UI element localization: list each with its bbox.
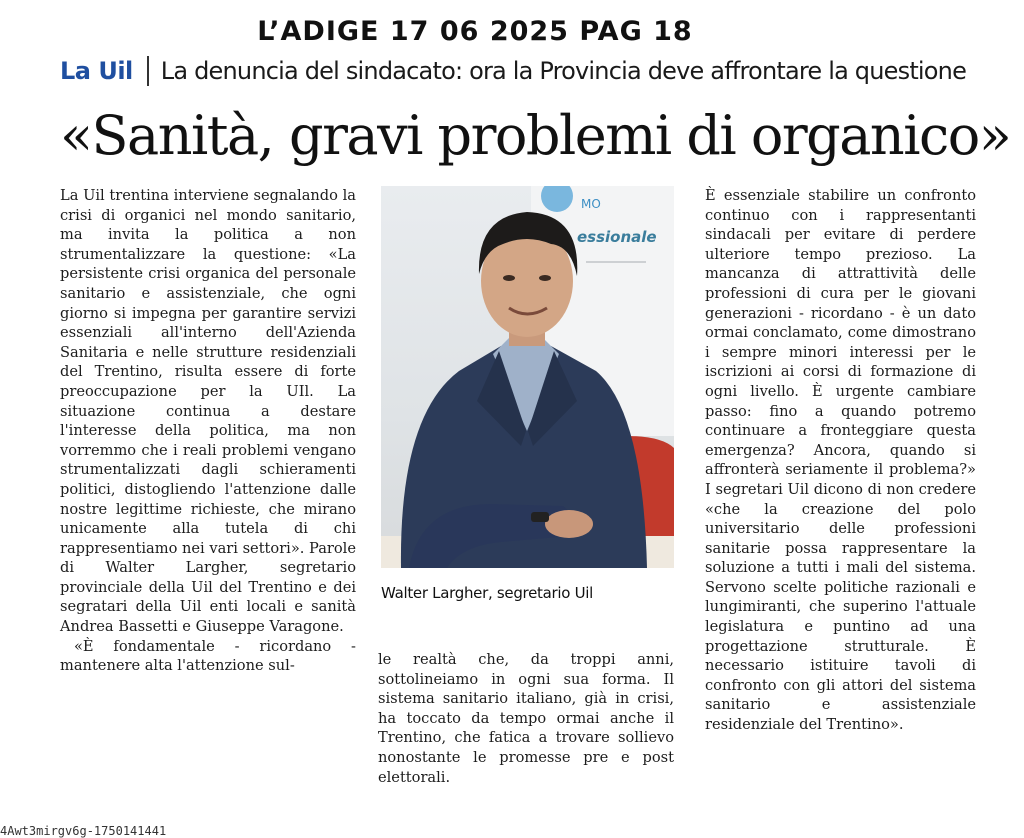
section-header — [60, 54, 980, 88]
paragraph: «È fondamentale - ricordano - mantenere alta l'attenzione sul- — [60, 637, 356, 675]
banner-text-2: essionale — [577, 228, 657, 246]
source-stamp: L’ADIGE 17 06 2025 PAG 18 — [257, 16, 693, 47]
portrait-illustration — [381, 186, 674, 568]
column-left — [60, 186, 356, 676]
column-right — [705, 186, 976, 735]
section-tag: La Uil — [60, 57, 133, 85]
clipping-id: 4Awt3mirgv6g-1750141441 — [0, 824, 167, 838]
paragraph: È essenziale stabilire un confronto continuo con i rappresentanti sindacali per evitare di perdere ulteriore tempo prezioso. La mancanza di attrattività delle professioni di cura per le giovani generazioni - ricordano - è un dato ormai conclamato, come dimostrano i sempre minori interessi per le iscrizioni ai corsi di formazione di ogni livello. È urgente cambiare passo: fino a quando potremo continuare a fronteggiare questa emergenza? Ancora, quando si affronterà seriamente il problema?» I segretari Uil dicono di non credere «che la creazione del polo universitario delle professioni sanitarie possa rappresentare la soluzione a tutti i mali del sistema. Servono scelte politiche razionali e lungimiranti, che superino l'attuale legislatura e puntino ad una progettazione strutturale. È necessario istituire tavoli di confronto con gli attori del sistema sanitario e assistenziale residenziale del Trentino». — [705, 187, 976, 734]
column-middle — [378, 650, 674, 787]
headline: «Sanità, gravi problemi di organico» — [60, 104, 1011, 167]
clipped-previous-line — [0, 0, 1024, 6]
paragraph: La Uil trentina interviene segnalando la crisi di organici nel mondo sanitario, ma invita la politica a non strumentalizzare la questione: «La persistente crisi organica del personale sanitario e assistenziale, che ogni giorno si impegna per garantire servizi essenziali all'interno dell'Azienda Sanitaria e nelle strutture residenziali del Trentino, risulta essere di forte preoccupazione per la UIl. La situazione continua a destare l'interesse della politica, ma non vorremmo che i reali problemi vengano strumentalizzati dagli schieramenti politici, distogliendo l'attenzione dalle nostre legittime richieste, che mirano unicamente alla tutela di chi rappresentiamo nei vari settori». Parole di Walter Largher, segretario provinciale della Uil del Trentino e dei segratari della Uil enti locali e sanità Andrea Bassetti e Giuseppe Varagone. — [60, 187, 356, 636]
photo-caption: Walter Largher, segretario Uil — [381, 584, 593, 602]
paragraph: le realtà che, da troppi anni, sottolineiamo in ogni sua forma. Il sistema sanitario italiano, già in crisi, ha toccato da tempo ormai anche il Trentino, che fatica a trovare sollievo nonostante le promesse pre e post elettorali. — [378, 651, 674, 786]
photo-walter-largher — [381, 186, 674, 568]
kicker: La denuncia del sindacato: ora la Provincia deve affrontare la questione — [160, 57, 967, 85]
section-divider — [147, 56, 149, 86]
banner-text-1: MO — [581, 197, 601, 211]
